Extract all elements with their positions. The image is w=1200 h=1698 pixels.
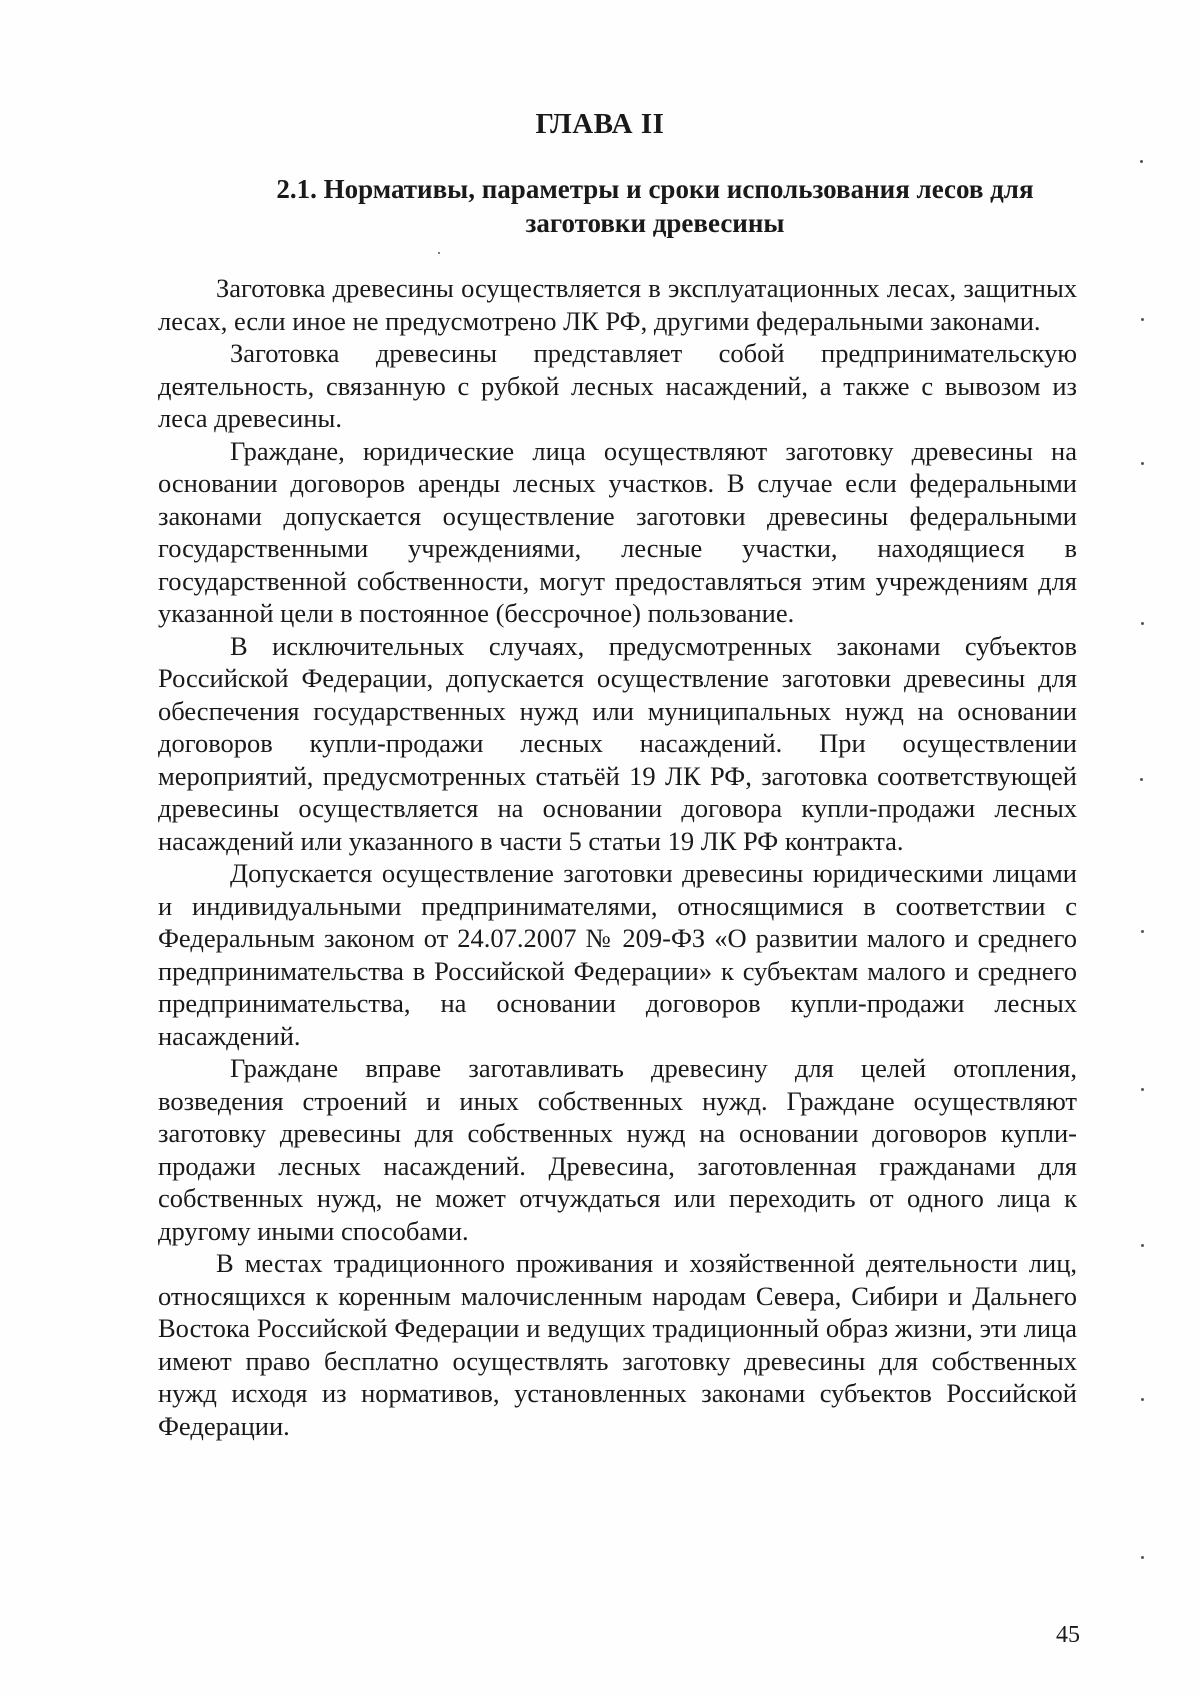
paragraph: Заготовка древесины осуществляется в эксплуатационных лесах, защитных лесах, если иное не предусмотрено ЛК РФ, другими федеральными законами. bbox=[158, 273, 1077, 336]
scan-speck bbox=[1141, 1398, 1144, 1401]
scan-speck bbox=[1141, 930, 1144, 933]
paragraph: Допускается осуществление заготовки древесины юридическими лицами и индивидуальными предпринимателями, относящимися в соответствии с Федеральным законом от 24.07.2007 № 209-ФЗ «О развитии малого и среднего предпринимательства в Российской Федерации» к субъектам малого и среднего предпринимательства, на основании договоров купли-продажи лесных насаждений. bbox=[158, 858, 1077, 1051]
scan-speck bbox=[1141, 1556, 1144, 1559]
chapter-title: ГЛАВА II bbox=[535, 108, 665, 140]
page-number: 45 bbox=[1056, 1622, 1080, 1648]
scan-speck bbox=[1141, 1088, 1144, 1091]
paragraph: Заготовка древесины представляет собой предпринимательскую деятельность, связанную с рубкой лесных насаждений, а также с вывозом из леса древесины. bbox=[158, 338, 1077, 433]
document-body bbox=[158, 272, 1077, 1442]
scan-speck bbox=[1140, 160, 1143, 163]
section-title: 2.1. Нормативы, параметры и сроки использования лесов для заготовки древесины bbox=[276, 174, 1034, 238]
scan-speck bbox=[438, 252, 440, 254]
paragraph: Граждане, юридические лица осуществляют заготовку древесины на основании договоров аренды лесных участков. В случае если федеральными законами допускается осуществление заготовки древесины федеральными государственными учреждениями, лесные участки, находящиеся в государственной собственности, могут предоставляться этим учреждениям для указанной цели в постоянное (бессрочное) пользование. bbox=[158, 435, 1077, 628]
scan-speck bbox=[1141, 1244, 1144, 1247]
paragraph: В исключительных случаях, предусмотренных законами субъектов Российской Федерации, допускается осуществление заготовки древесины для обеспечения государственных нужд или муниципальных нужд на основании договоров купли-продажи лесных насаждений. При осуществлении мероприятий, предусмотренных статьёй 19 ЛК РФ, заготовка соответствующей древесины осуществляется на основании договора купли-продажи лесных насаждений или указанного в части 5 статьи 19 ЛК РФ контракта. bbox=[158, 630, 1077, 856]
paragraph: В местах традиционного проживания и хозяйственной деятельности лиц, относящихся к коренным малочисленным народам Севера, Сибири и Дальнего Востока Российской Федерации и ведущих традиционный образ жизни, эти лица имеют право бесплатно осуществлять заготовку древесины для собственных нужд исходя из нормативов, установленных законами субъектов Российской Федерации. bbox=[158, 1248, 1077, 1441]
scan-speck bbox=[1141, 462, 1144, 465]
scan-speck bbox=[1140, 778, 1143, 781]
paragraph: Граждане вправе заготавливать древесину для целей отопления, возведения строений и иных собственных нужд. Граждане осуществляют заготовку древесины для собственных нужд на основании договоров купли-продажи лесных насаждений. Древесина, заготовленная гражданами для собственных нужд, не может отчуждаться или переходить от одного лица к другому иными способами. bbox=[158, 1053, 1077, 1246]
scan-speck bbox=[1141, 318, 1144, 321]
scan-speck bbox=[1141, 622, 1144, 625]
